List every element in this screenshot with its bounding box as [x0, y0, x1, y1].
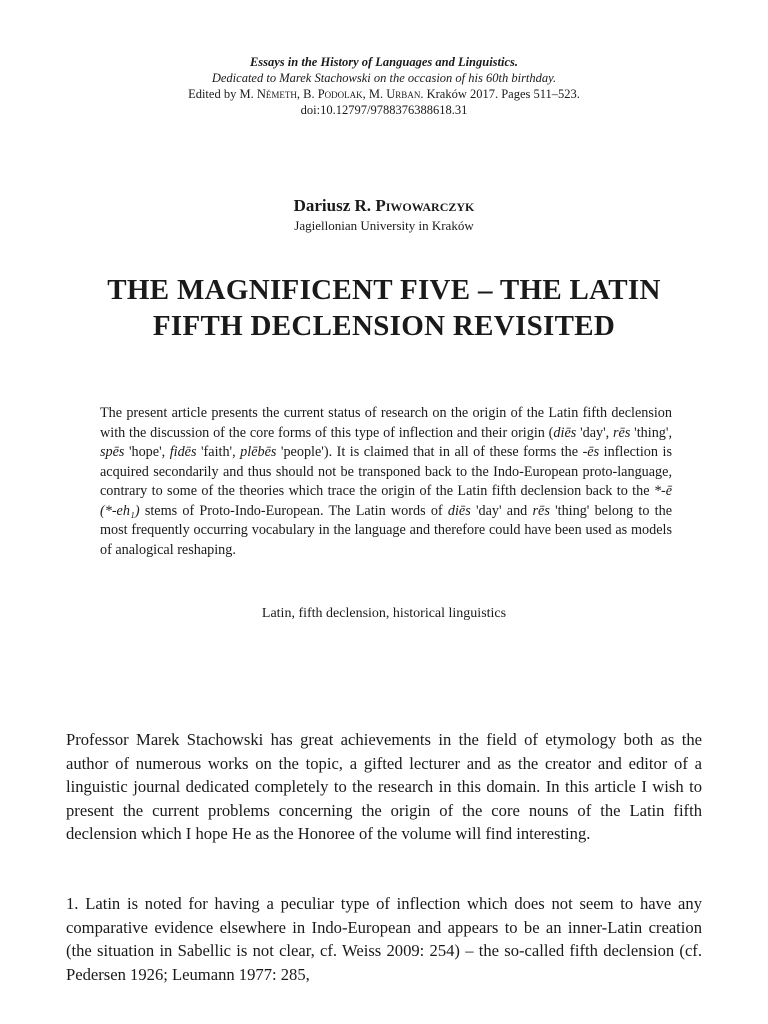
- doi-link[interactable]: doi:10.12797/9788376388618.31: [300, 103, 468, 117]
- editors-sep1: , B.: [296, 87, 318, 101]
- abstract-text: inflection is acquired secondarily and thus should not be transponed back to the Indo-European proto-language, contrary to some of the theories which trace the origin of the Latin fifth declension back to the: [100, 444, 672, 499]
- author-last: Piwowarczyk: [375, 196, 475, 215]
- intro-paragraph: Professor Marek Stachowski has great achievements in the field of etymology both as the author of numerous works on the topic, a gifted lecturer and as the creator and editor of a linguistic journal dedicated completely to the research in this domain. In this article I wish to present the current problems concerning the origin of the core nouns of the Latin fifth declension which I hope He as the Honoree of the volume will find interesting.: [66, 730, 702, 843]
- section-1-paragraph: 1. Latin is noted for having a peculiar type of inflection which does not seem to have any comparative evidence elsewhere in Indo-European and appears to be an inner-Latin creation (the situation in Sabellic is not clear, cf. Weiss 2009: 254) – the so-called fifth declension (cf. Pedersen 1926; Leumann 1977: 285,: [66, 894, 702, 984]
- dedication-line: Dedicated to Marek Stachowski on the occasion of his 60th birthday.: [211, 71, 557, 85]
- editors-line: [0, 86, 768, 102]
- editors-prefix: Edited by M.: [188, 87, 257, 101]
- gloss: 'faith',: [196, 444, 241, 460]
- abstract-text: 'thing' belong to the most frequently occurring vocabulary in the language and therefore could have been used as models of analogical reshaping.: [100, 502, 672, 558]
- gloss: 'hope',: [124, 444, 170, 460]
- title-line-2: FIFTH DECLENSION REVISITED: [152, 310, 616, 342]
- publication-header: [0, 54, 768, 118]
- editor-podolak: Podolak: [317, 87, 363, 101]
- author-name: [0, 196, 768, 216]
- latin-word: diēs: [447, 502, 471, 519]
- author-affiliation: Jagiellonian University in Kraków: [294, 218, 474, 233]
- latin-word: *-ē (*-eh₁): [100, 483, 672, 519]
- abstract-text: 'day' and: [470, 502, 533, 519]
- latin-word: spēs: [100, 444, 125, 460]
- editors-suffix: . Kraków 2017. Pages 511–523.: [420, 87, 580, 101]
- title-line-1: THE MAGNIFICENT FIVE – THE LATIN: [107, 274, 661, 306]
- editors-sep2: , M.: [362, 87, 387, 101]
- editor-urban: Urban: [386, 87, 421, 101]
- abstract-text: The present article presents the current status of research on the origin of the Latin fifth declension with the discussion of the core forms of this type of inflection and their origin (: [100, 405, 672, 441]
- gloss: 'day',: [576, 424, 614, 441]
- latin-word: rēs: [532, 502, 550, 519]
- editor-nemeth: Németh: [256, 87, 297, 101]
- keywords: Latin, fifth declension, historical linguistics: [261, 606, 507, 621]
- gloss: 'people'). It is claimed that in all of these forms the: [276, 444, 583, 460]
- abstract-text: stems of Proto-Indo-European. The Latin words of: [139, 502, 448, 519]
- latin-word: rēs: [613, 424, 631, 441]
- latin-word: plēbēs: [240, 444, 277, 460]
- latin-word: -ēs: [582, 444, 600, 460]
- gloss: 'thing',: [630, 424, 672, 441]
- latin-word: fidēs: [169, 444, 197, 460]
- article-title: [60, 272, 708, 344]
- author-first: Dariusz R.: [293, 196, 376, 215]
- series-title: Essays in the History of Languages and Linguistics.: [249, 55, 519, 69]
- latin-word: diēs: [553, 424, 577, 441]
- abstract: [100, 404, 672, 560]
